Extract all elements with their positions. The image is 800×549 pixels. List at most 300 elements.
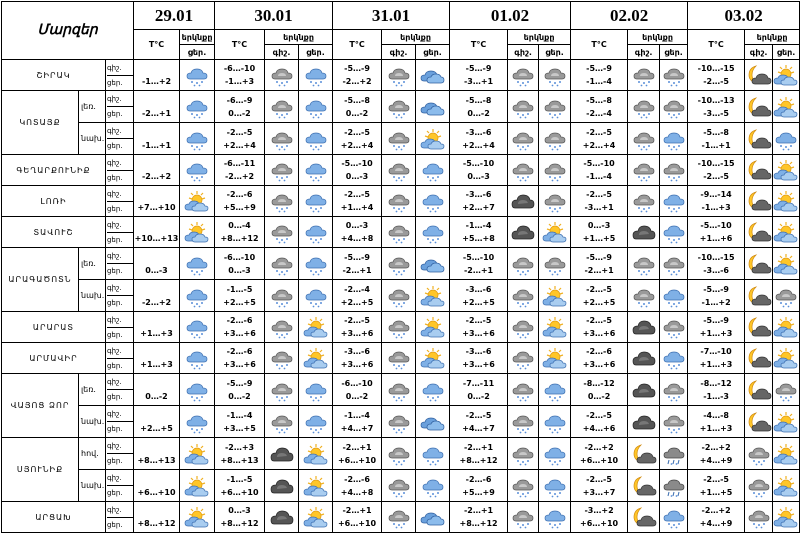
temperature-cell <box>333 91 382 123</box>
day-temperature: -2…+2 <box>141 172 172 181</box>
night-temperature: -2…-5 <box>703 474 729 484</box>
snow-icon <box>299 91 333 123</box>
night-temperature: -10…-15 <box>697 159 735 168</box>
temperature-cell <box>688 217 745 248</box>
temperature-cell <box>134 60 180 91</box>
day-temperature: 0…-2 <box>145 391 168 401</box>
day-temperature: -2…-5 <box>703 172 729 181</box>
day-temperature: -1…-4 <box>586 172 612 181</box>
cloud-gray-icon <box>628 248 660 280</box>
night-label: գիշ. <box>107 439 133 454</box>
temp-column-header: T°C <box>333 30 382 60</box>
temperature-cell <box>215 60 265 91</box>
time-of-day-labels <box>106 280 134 312</box>
night-temperature: -2…-6 <box>344 474 370 484</box>
temperature-cell <box>688 123 745 155</box>
day-temperature: -1…+2 <box>701 297 731 307</box>
night-temperature: -7…-10 <box>700 347 732 356</box>
region-name: ԼՈՌԻ <box>2 186 106 217</box>
night-label: գիշ. <box>107 124 133 139</box>
time-of-day-labels <box>106 217 134 248</box>
temperature-cell <box>333 438 382 470</box>
day-temperature: +8…+12 <box>137 519 176 528</box>
day-temperature: +1…+4 <box>340 203 374 212</box>
temperature-cell <box>333 123 382 155</box>
day-temperature: +4…+7 <box>340 423 374 433</box>
sun-cloud-icon <box>299 312 333 343</box>
temperature-cell <box>215 406 265 438</box>
cloud-gray-icon <box>382 406 416 438</box>
sun-cloud-icon <box>539 312 571 343</box>
night-temperature: 0…-4 <box>228 221 251 230</box>
night-temperature: -2…+1 <box>463 506 494 515</box>
cloud-gray-icon <box>660 406 688 438</box>
day-temperature: -1…+2 <box>141 77 172 86</box>
day-temperature: +3…+7 <box>582 487 616 497</box>
temperature-cell <box>450 248 508 280</box>
temperature-cell <box>450 123 508 155</box>
night-temperature: -5…-9 <box>344 64 370 73</box>
cloud-gray-icon <box>508 248 539 280</box>
day-subheader: ցեր. <box>180 45 215 60</box>
day-temperature: +4…+7 <box>462 423 495 433</box>
night-temperature: -2…+1 <box>342 442 372 452</box>
temperature-cell <box>134 155 180 186</box>
night-temperature: -2…-5 <box>465 410 492 420</box>
day-temperature: -3…-5 <box>703 108 729 118</box>
night-temperature: -7…-11 <box>462 378 495 388</box>
region-row <box>2 217 800 248</box>
sun-cloud-icon <box>539 217 571 248</box>
night-temperature: -2…-6 <box>586 347 612 356</box>
day-temperature: 0…-2 <box>345 108 369 118</box>
night-temperature: -2…-5 <box>586 410 612 420</box>
temperature-cell <box>450 186 508 217</box>
day-temperature: -2…-5 <box>703 77 729 86</box>
day-temperature: +6…+10 <box>337 519 377 528</box>
date-header: 30.01 <box>215 2 333 30</box>
night-subheader: գիշ. <box>508 45 539 60</box>
day-temperature: -1…-4 <box>586 77 612 86</box>
subregion-name: հով. <box>79 438 106 470</box>
cloud-gray-icon <box>539 91 571 123</box>
cloud-gray-icon <box>745 470 773 502</box>
moon-cloud-icon <box>745 312 773 343</box>
cloud-gray-icon <box>382 248 416 280</box>
temperature-cell <box>215 343 265 374</box>
date-header: 29.01 <box>134 2 215 30</box>
region-row <box>2 91 800 123</box>
moon-cloud-icon <box>745 217 773 248</box>
time-of-day-labels <box>106 470 134 502</box>
subregion-name: նախ. <box>79 470 106 502</box>
region-name: ԱՐՄԱՎԻՐ <box>2 343 106 374</box>
snow-icon <box>416 470 450 502</box>
night-temperature: -3…+2 <box>584 506 614 515</box>
day-temperature: +2…+4 <box>582 140 616 150</box>
cloud-gray-icon <box>382 123 416 155</box>
day-label: ցեր. <box>107 204 123 213</box>
night-temperature <box>134 219 179 232</box>
day-temperature: -2…+2 <box>141 297 172 307</box>
night-temperature: -2…+1 <box>342 506 372 515</box>
night-label: գիշ. <box>107 313 133 328</box>
day-subheader: ցեր. <box>539 45 571 60</box>
day-temperature: -2…+1 <box>342 265 372 275</box>
day-temperature: -3…+1 <box>463 77 494 86</box>
rain-snow-icon <box>660 438 688 470</box>
snow-icon <box>180 123 215 155</box>
cloud-gray-icon <box>539 155 571 186</box>
subregion-name: նախ. <box>79 280 106 312</box>
night-temperature: -2…-5 <box>586 190 612 199</box>
sky-column-header: երկնքը <box>265 30 333 45</box>
night-temperature: -6…-10 <box>341 378 373 388</box>
temperature-cell <box>134 280 180 312</box>
temperature-cell <box>688 312 745 343</box>
temperature-cell <box>333 217 382 248</box>
night-temperature: -2…-5 <box>465 316 492 325</box>
region-row <box>2 470 800 502</box>
temperature-cell <box>134 406 180 438</box>
day-temperature: -2…+1 <box>141 108 172 118</box>
temperature-cell <box>688 155 745 186</box>
moon-cloud-icon <box>628 470 660 502</box>
day-temperature: -1…+1 <box>701 140 731 150</box>
temperature-cell <box>134 312 180 343</box>
temperature-cell <box>134 248 180 280</box>
night-temperature: -2…-5 <box>586 474 612 484</box>
region-name: ԱՐՑԱԽ <box>2 502 106 533</box>
region-row <box>2 186 800 217</box>
temperature-cell <box>571 470 628 502</box>
time-of-day-labels <box>106 248 134 280</box>
day-temperature: +3…+6 <box>223 329 256 338</box>
day-temperature: +1…+3 <box>699 360 733 369</box>
temperature-cell <box>333 312 382 343</box>
snow-icon <box>416 155 450 186</box>
cloud-dark-icon <box>628 217 660 248</box>
cloud-gray-icon <box>382 91 416 123</box>
forecast-table <box>1 1 800 533</box>
temperature-cell <box>688 280 745 312</box>
night-temperature: -5…-10 <box>700 221 732 230</box>
day-temperature: 0…-2 <box>228 108 251 118</box>
night-temperature <box>134 504 179 517</box>
cloud-gray-icon <box>660 248 688 280</box>
day-temperature: +2…+5 <box>140 423 173 433</box>
temperature-cell <box>450 502 508 533</box>
sun-cloud-icon <box>299 470 333 502</box>
region-row <box>2 312 800 343</box>
day-label: ցեր. <box>107 361 123 370</box>
day-temperature: +3…+6 <box>582 329 616 338</box>
day-subheader: ցեր. <box>299 45 333 60</box>
sun-cloud-icon <box>773 312 800 343</box>
night-temperature: -1…-5 <box>226 284 253 294</box>
snow-icon <box>180 60 215 91</box>
night-temperature: -2…+3 <box>224 442 255 452</box>
temperature-cell <box>333 248 382 280</box>
cloud-gray-icon <box>508 438 539 470</box>
day-temperature: +6…+10 <box>337 455 377 465</box>
temperature-cell <box>333 406 382 438</box>
snow-icon <box>660 217 688 248</box>
night-label: գիշ. <box>107 218 133 233</box>
day-temperature: 0…-2 <box>345 391 369 401</box>
night-temperature: -3…-6 <box>465 347 492 356</box>
temperature-cell <box>688 502 745 533</box>
day-temperature: +8…+12 <box>220 234 259 243</box>
day-label: ցեր. <box>107 299 123 307</box>
time-of-day-labels <box>106 343 134 374</box>
rain-snow-icon <box>660 470 688 502</box>
day-temperature: -2…+1 <box>584 265 614 275</box>
day-temperature: +4…+6 <box>582 423 616 433</box>
snow-icon <box>180 280 215 312</box>
time-of-day-labels <box>106 60 134 91</box>
day-subheader: ցեր. <box>773 45 800 60</box>
snow-icon <box>539 470 571 502</box>
region-name: ԿՈՏԱՅՔ <box>2 91 79 155</box>
cloud-gray-icon <box>660 312 688 343</box>
snow-icon <box>539 374 571 406</box>
cloud-gray-icon <box>745 438 773 470</box>
temperature-cell <box>450 406 508 438</box>
cloud-gray-icon <box>628 186 660 217</box>
day-temperature: +1…+3 <box>140 329 173 338</box>
snow-icon <box>180 91 215 123</box>
day-temperature: +4…+9 <box>699 455 733 465</box>
day-temperature: 0…-3 <box>345 172 369 181</box>
night-temperature: -2…-5 <box>344 316 370 325</box>
cloud-gray-icon <box>265 280 299 312</box>
day-temperature: +1…+5 <box>582 234 616 243</box>
night-temperature: -2…-6 <box>226 347 253 356</box>
region-row <box>2 248 800 280</box>
temperature-cell <box>688 186 745 217</box>
cloud-gray-icon <box>382 502 416 533</box>
night-label: գիշ. <box>107 92 133 107</box>
night-temperature: -5…-10 <box>462 159 495 168</box>
temperature-cell <box>134 374 180 406</box>
day-label: ցեր. <box>107 142 123 150</box>
temperature-cell <box>571 186 628 217</box>
snow-icon <box>660 502 688 533</box>
subregion-name: նախ. <box>79 406 106 438</box>
night-temperature <box>134 377 179 390</box>
cloud-gray-icon <box>508 406 539 438</box>
day-label: ցեր. <box>107 393 123 401</box>
snow-icon <box>299 374 333 406</box>
day-temperature: +3…+6 <box>462 360 495 369</box>
region-row <box>2 280 800 312</box>
temperature-cell <box>688 91 745 123</box>
temperature-cell <box>571 438 628 470</box>
temperature-cell <box>688 343 745 374</box>
region-row <box>2 60 800 91</box>
sky-column-header: երկնքը <box>382 30 450 45</box>
cloud-gray-icon <box>508 123 539 155</box>
sun-cloud-icon <box>180 217 215 248</box>
day-temperature: +3…+6 <box>223 360 256 369</box>
cloud-gray-icon <box>773 280 800 312</box>
moon-cloud-icon <box>745 155 773 186</box>
region-name: ԳԵՂԱՐՔՈՒՆԻՔ <box>2 155 106 186</box>
night-temperature: -3…-6 <box>465 190 492 199</box>
day-temperature: +2…+4 <box>340 140 374 150</box>
sun-cloud-icon <box>773 186 800 217</box>
temperature-cell <box>450 60 508 91</box>
moon-cloud-icon <box>745 343 773 374</box>
cloud-gray-icon <box>508 155 539 186</box>
temperature-cell <box>571 155 628 186</box>
night-temperature <box>134 314 179 327</box>
snow-icon <box>416 186 450 217</box>
night-temperature: -1…-4 <box>344 410 370 420</box>
temperature-cell <box>134 186 180 217</box>
snow-icon <box>299 280 333 312</box>
night-temperature <box>134 126 179 139</box>
night-temperature: -5…-9 <box>586 252 612 262</box>
night-temperature: -3…-6 <box>465 284 492 294</box>
region-row <box>2 374 800 406</box>
temperature-cell <box>333 374 382 406</box>
temperature-cell <box>571 406 628 438</box>
day-temperature: +6…+10 <box>580 519 619 528</box>
temperature-cell <box>215 438 265 470</box>
temperature-cell <box>134 438 180 470</box>
subregion-name: նախ. <box>79 123 106 155</box>
subregion-name: լեռ. <box>79 91 106 123</box>
day-temperature: +1…+3 <box>699 423 733 433</box>
temperature-cell <box>333 280 382 312</box>
day-label: ցեր. <box>107 457 123 465</box>
night-temperature <box>134 251 179 264</box>
temperature-cell <box>134 123 180 155</box>
night-temperature: -4…-8 <box>703 410 729 420</box>
cloud-blue-icon <box>416 502 450 533</box>
day-temperature: +4…+9 <box>699 519 733 528</box>
night-temperature: -5…-8 <box>703 127 729 137</box>
cloud-gray-icon <box>382 470 416 502</box>
cloud-gray-icon <box>265 248 299 280</box>
night-temperature <box>134 441 179 454</box>
temperature-cell <box>333 343 382 374</box>
sun-cloud-icon <box>180 438 215 470</box>
night-temperature: -5…-9 <box>703 316 729 325</box>
moon-cloud-icon <box>745 248 773 280</box>
temperature-cell <box>688 438 745 470</box>
temperature-cell <box>215 470 265 502</box>
day-temperature: -2…+2 <box>342 77 372 86</box>
night-temperature: -9…-14 <box>700 190 732 199</box>
day-label: ցեր. <box>107 425 123 433</box>
temperature-cell <box>450 155 508 186</box>
day-temperature: -2…+2 <box>224 172 255 181</box>
snow-icon <box>299 248 333 280</box>
day-temperature: +1…+3 <box>699 329 733 338</box>
temperature-cell <box>571 502 628 533</box>
day-temperature: -1…-3 <box>703 391 729 401</box>
cloud-blue-icon <box>416 248 450 280</box>
temperature-cell <box>450 470 508 502</box>
cloud-gray-icon <box>660 374 688 406</box>
night-temperature <box>134 62 179 75</box>
moon-cloud-icon <box>628 502 660 533</box>
temperature-cell <box>215 248 265 280</box>
moon-cloud-icon <box>628 438 660 470</box>
temp-column-header: T°C <box>134 30 180 60</box>
temperature-cell <box>571 123 628 155</box>
cloud-gray-icon <box>539 123 571 155</box>
night-label: գիշ. <box>107 156 133 171</box>
snow-icon <box>180 312 215 343</box>
temperature-cell <box>571 374 628 406</box>
day-label: ցեր. <box>107 330 123 339</box>
snow-icon <box>773 123 800 155</box>
day-temperature: +5…+9 <box>223 203 256 212</box>
cloud-dark-icon <box>628 343 660 374</box>
snow-icon <box>539 438 571 470</box>
night-temperature <box>134 345 179 358</box>
snow-icon <box>299 217 333 248</box>
snow-icon <box>416 217 450 248</box>
night-temperature: -5…-9 <box>703 284 729 294</box>
moon-cloud-icon <box>745 123 773 155</box>
snow-icon <box>660 343 688 374</box>
temperature-cell <box>333 60 382 91</box>
night-temperature <box>134 188 179 201</box>
cloud-gray-icon <box>539 186 571 217</box>
temp-column-header: T°C <box>450 30 508 60</box>
cloud-gray-icon <box>508 280 539 312</box>
night-temperature <box>134 94 179 107</box>
night-temperature: -2…+2 <box>701 442 731 452</box>
cloud-gray-icon <box>382 217 416 248</box>
temperature-cell <box>215 123 265 155</box>
day-temperature: 0…-2 <box>467 391 490 401</box>
night-temperature: 0…-3 <box>345 221 369 230</box>
night-temperature: -8…-12 <box>700 378 732 388</box>
cloud-gray-icon <box>265 155 299 186</box>
temperature-cell <box>450 343 508 374</box>
snow-icon <box>416 438 450 470</box>
time-of-day-labels <box>106 186 134 217</box>
temperature-cell <box>571 248 628 280</box>
day-temperature: +6…+10 <box>220 487 259 497</box>
night-temperature <box>134 409 179 422</box>
night-temperature <box>134 283 179 296</box>
temperature-cell <box>450 312 508 343</box>
cloud-gray-icon <box>539 248 571 280</box>
night-temperature: -2…+1 <box>463 442 494 452</box>
cloud-gray-icon <box>265 374 299 406</box>
day-temperature: 0…-3 <box>228 265 251 275</box>
day-temperature: -2…-4 <box>586 108 612 118</box>
night-temperature: -5…-10 <box>462 252 495 262</box>
sun-cloud-icon <box>773 406 800 438</box>
temperature-cell <box>134 502 180 533</box>
sun-cloud-icon <box>539 343 571 374</box>
sun-cloud-icon <box>773 60 800 91</box>
moon-cloud-icon <box>745 91 773 123</box>
night-temperature: 0…-3 <box>228 506 251 515</box>
night-temperature: -2…+2 <box>584 442 614 452</box>
temperature-cell <box>215 217 265 248</box>
temp-column-header: T°C <box>688 30 745 60</box>
region-name: ՎԱՅՈՑ ՁՈՐ <box>2 374 79 438</box>
